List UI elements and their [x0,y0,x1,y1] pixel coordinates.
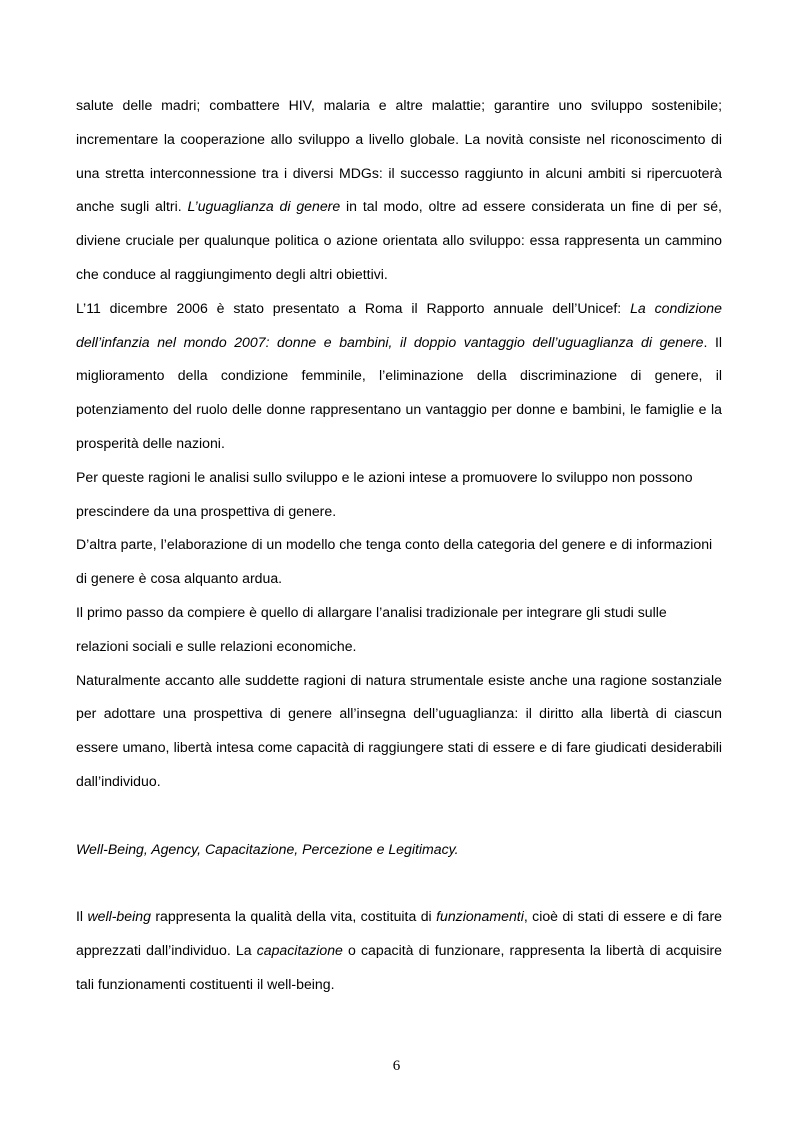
section-heading [76,833,722,867]
paragraph-text: salute delle madri; combattere HIV, malaria e altre malattie; garantire uno sviluppo sostenibile; incrementare la cooperazione allo sviluppo a livello globale. La novità consiste nel riconoscimento di una stretta interconnessione tra i diversi MDGs: il successo raggiunto in alcuni ambiti si ripercuoterà anche sugli altri. [76,97,722,215]
italic-term: well-being [87,908,151,925]
paragraph-well-being [76,900,722,1001]
spacer [76,866,722,900]
paragraph-text: . Il miglioramento della condizione femminile, l’eliminazione della discriminazione di genere, il potenziamento del ruolo delle donne rappresentano un vantaggio per donne e bambini, le famiglie e la prosperità delle nazioni. [76,333,722,451]
paragraph-reasons: Per queste ragioni le analisi sullo sviluppo e le azioni intese a promuovere lo sviluppo non possono prescindere da una prospettiva di genere. [76,468,693,519]
italic-term: L’uguaglianza di genere [187,198,341,215]
paragraph-mdg [76,89,722,292]
paragraph-model: D’altra parte, l’elaborazione di un modello che tenga conto della categoria del genere e di informazioni di genere è cosa alquanto ardua. [76,536,713,587]
body-text [76,89,722,1002]
paragraph-first-step: Il primo passo da compiere è quello di allargare l’analisi tradizionale per integrare gli studi sulle relazioni sociali e sulle relazioni economiche. [76,603,667,654]
italic-term: funzionamenti [436,908,524,925]
paragraph-text: o capacità di funzionare, rappresenta la libertà di acquisire tali funzionamenti costituenti il well-being. [76,941,722,992]
paragraph-text: L’11 dicembre 2006 è stato presentato a Roma il Rapporto annuale dell’Unicef: [76,299,631,316]
paragraph-unicef [76,292,722,461]
paragraph-text: rappresenta la qualità della vita, costituita di [150,908,437,925]
report-title: La condizione dell’infanzia nel mondo 2007: donne e bambini, il doppio vantaggio dell’uguaglianza di genere [76,299,722,350]
section-heading-text: Well-Being, Agency, Capacitazione, Percezione e Legitimacy. [76,840,459,857]
italic-term: capacitazione [256,941,343,958]
paragraph-text: , cioè di stati di essere e di fare apprezzati dall’individuo. La [76,908,722,958]
page-number: 6 [392,1058,401,1074]
paragraph-text: in tal modo, oltre ad essere considerata un fine di per sé, diviene cruciale per qualunque politica o azione orientata allo sviluppo: essa rappresenta un cammino che conduce al raggiungimento degli altri obiettivi. [76,198,722,282]
spacer [76,799,722,833]
paragraph-text: Il [76,908,88,925]
paragraph-freedom: Naturalmente accanto alle suddette ragioni di natura strumentale esiste anche una ragione sostanziale per adottare una prospettiva di genere all’insegna dell’uguaglianza: il diritto alla libertà di ciascun essere umano, libertà intesa come capacità di raggiungere stati di essere e di fare giudicati desiderabili dall’individuo. [76,671,722,789]
